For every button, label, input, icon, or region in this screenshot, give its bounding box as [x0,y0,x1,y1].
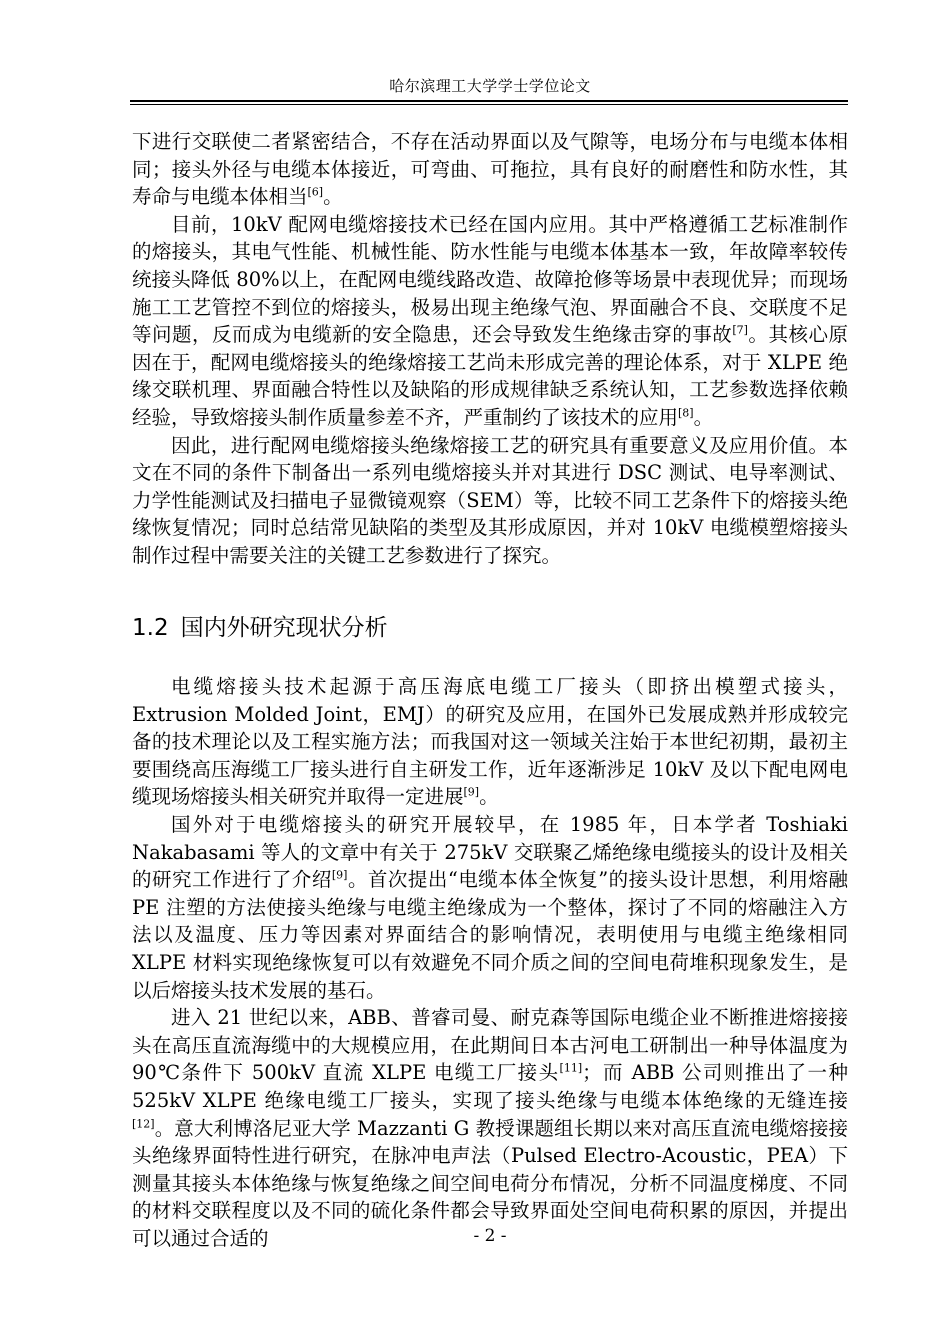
paragraph [132,211,848,432]
paragraph-text: 。意大利博洛尼亚大学 Mazzanti G 教授课题组长期以来对高压直流电缆熔接接头绝缘界面特性进行研究，在脉冲电声法（Pulsed Electro-Acoustic，PEA）下测量其接头本体绝缘与恢复绝缘之间空间电荷分布情况，分析不同温度梯度、不同的材料交联程度以及不同的硫化条件都会导致界面处空间电荷积累的原因，并提出可以通过合适的 [132,1116,848,1250]
paragraph-text: 进入 21 世纪以来，ABB、普睿司曼、耐克森等国际电缆企业不断推进熔接接头在高压直流海缆中的大规模应用，在此期间日本古河电工研制出一种导体温度为 90℃条件下 500kV 直流 XLPE 电缆工厂接头 [132,1006,848,1085]
paragraph-text: 因此，进行配网电缆熔接头绝缘熔接工艺的研究具有重要意义及应用价值。本文在不同的条件下制备出一系列电缆熔接头并对其进行 DSC 测试、电导率测试、力学性能测试及扫描电子显微镜观察（SEM）等，比较不同工艺条件下的熔接头绝缘恢复情况；同时总结常见缺陷的类型及其形成原因，并对 10kV 电缆模塑熔接头制作过程中需要关注的关键工艺参数进行了探究。 [132,433,848,567]
paragraph-text: 。首次提出“电缆本体全恢复”的接头设计思想，利用熔融 PE 注塑的方法使接头绝缘与电缆主绝缘成为一个整体，探讨了不同的熔融注入方法以及温度、压力等因素对界面结合的影响情况，表明使用与电缆主绝缘相同 XLPE 材料实现绝缘恢复可以有效避免不同介质之间的空间电荷堆积现象发生，是以后熔接头技术发展的基石。 [132,868,848,1002]
citation-ref: [7] [732,323,748,337]
paragraph-text: 国外对于电缆熔接头的研究开展较早，在 1985 年，日本学者 Toshiaki Nakabasami 等人的文章中有关于 275kV 交联聚乙烯绝缘电缆接头的设计及相关的研究工作进行了介绍 [132,812,848,892]
citation-ref: [12] [132,1117,155,1130]
citation-ref: [9] [463,785,480,799]
paragraph-text: ；而 ABB 公司则推出了一种 525kV XLPE 绝缘电缆工厂接头，实现了接头绝缘与电缆本体绝缘的无缝连接 [132,1061,848,1112]
page-number: - 2 - [473,1226,507,1246]
citation-ref: [9] [331,868,348,882]
section-number: 1.2 [132,615,169,641]
paragraph-text: 。 [479,785,499,809]
paragraph [132,432,848,570]
paragraph-text: 电缆熔接头技术起源于高压海底电缆工厂接头（即挤出模塑式接头，Extrusion Molded Joint，EMJ）的研究及应用，在国外已发展成熟并形成较完备的技术理论以及工程实施方法；而我国对这一领域关注始于本世纪初期，最初主要围绕高压海缆工厂接头进行自主研发工作，近年逐渐涉足 10kV 及以下配电网电缆现场熔接头相关研究并取得一定进展 [132,675,848,809]
paragraph-text: 目前，10kV 配网电缆熔接技术已经在国内应用。其中严格遵循工艺标准制作的熔接头，其电气性能、机械性能、防水性能与电缆本体基本一致，年故障率较传统接头降低 80%以上，在配网电缆线路改造、故障抢修等场景中表现优异；而现场施工工艺管控不到位的熔接头，极易出现主绝缘气泡、界面融合不良、交联度不足等问题，反而成为电缆新的安全隐患，还会导致发生绝缘击穿的事故 [132,212,848,347]
citation-ref: [11] [559,1061,583,1075]
section-body-1-2 [132,673,848,1252]
header-rule-thin [130,104,848,105]
paragraph-text: 。 [323,185,343,209]
paragraph-text: 。其核心原因在于，配网电缆熔接头的绝缘熔接工艺尚未形成完善的理论体系，对于 XLPE 绝缘交联机理、界面融合特性以及缺陷的形成规律缺乏系统认知，工艺参数选择依赖经验，导致熔接头制作质量参差不齐，严重制约了该技术的应用 [132,323,848,429]
paragraph [132,128,848,211]
paragraph [132,1004,848,1252]
section-body-continued [132,128,848,570]
section-title: 国内外研究现状分析 [180,615,388,641]
paragraph-text: 下进行交联使二者紧密结合，不存在活动界面以及气隙等，电场分布与电缆本体相同；接头外径与电缆本体接近，可弯曲、可拖拉，具有良好的耐磨性和防水性，其寿命与电缆本体相当 [132,130,848,209]
header-rule-thick [130,100,848,102]
paragraph-text: 。 [693,405,714,429]
section-heading [132,612,848,644]
running-header: 哈尔滨理工大学学士学位论文 [389,77,591,95]
paragraph [132,673,848,811]
citation-ref: [8] [678,406,694,420]
citation-ref: [6] [307,185,324,199]
paragraph [132,811,848,1004]
